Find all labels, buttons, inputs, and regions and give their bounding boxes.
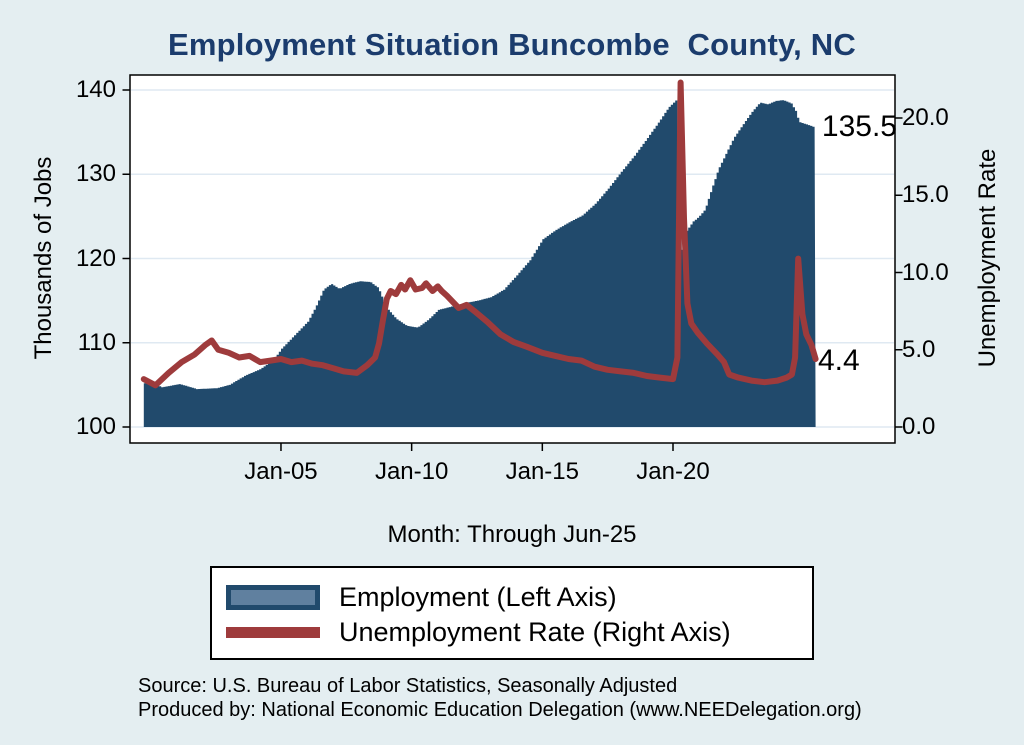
employment-area-swatch-inner [231,590,315,605]
x-axis-title: Month: Through Jun-25 [387,521,637,548]
legend [210,566,814,660]
y-left-tick-label: 110 [77,328,116,356]
y-left-tick-label: 120 [75,244,116,272]
y-right-tick-label: 5.0 [902,335,936,363]
x-tick-label: Jan-05 [244,458,318,485]
footer [138,674,862,722]
footer-produced-line: Produced by: National Economic Education Delegation (www.NEEDelegation.org) [138,699,862,721]
x-tick-label: Jan-15 [505,458,579,485]
y-right-axis-title: Unemployment Rate [974,148,1001,368]
unemployment-last-value-annotation: 4.4 [818,344,860,377]
x-tick-label: Jan-20 [636,458,710,485]
y-right-tick-label: 10.0 [902,258,949,286]
legend-label-unemployment: Unemployment Rate (Right Axis) [339,617,731,647]
y-left-tick-label: 140 [75,76,116,103]
x-tick-label: Jan-10 [374,458,449,485]
employment-last-value-annotation: 135.5 [821,110,897,143]
y-right-tick-label: 15.0 [902,181,949,209]
y-left-axis-title: Thousands of Jobs [30,156,57,360]
y-right-tick-label: 0.0 [902,413,936,440]
y-left-tick-label: 130 [75,160,116,188]
legend-item-employment [226,581,812,614]
legend-item-unemployment [226,616,812,649]
unemployment-line-swatch [226,627,320,638]
chart-title: Employment Situation Buncombe County, NC [168,27,856,62]
employment-area-swatch [226,585,320,610]
legend-label-employment: Employment (Left Axis) [339,582,617,612]
y-right-tick-label: 20.0 [902,104,949,131]
y-left-tick-label: 100 [75,413,116,440]
footer-source-line: Source: U.S. Bureau of Labor Statistics, Seasonally Adjusted [138,675,678,697]
